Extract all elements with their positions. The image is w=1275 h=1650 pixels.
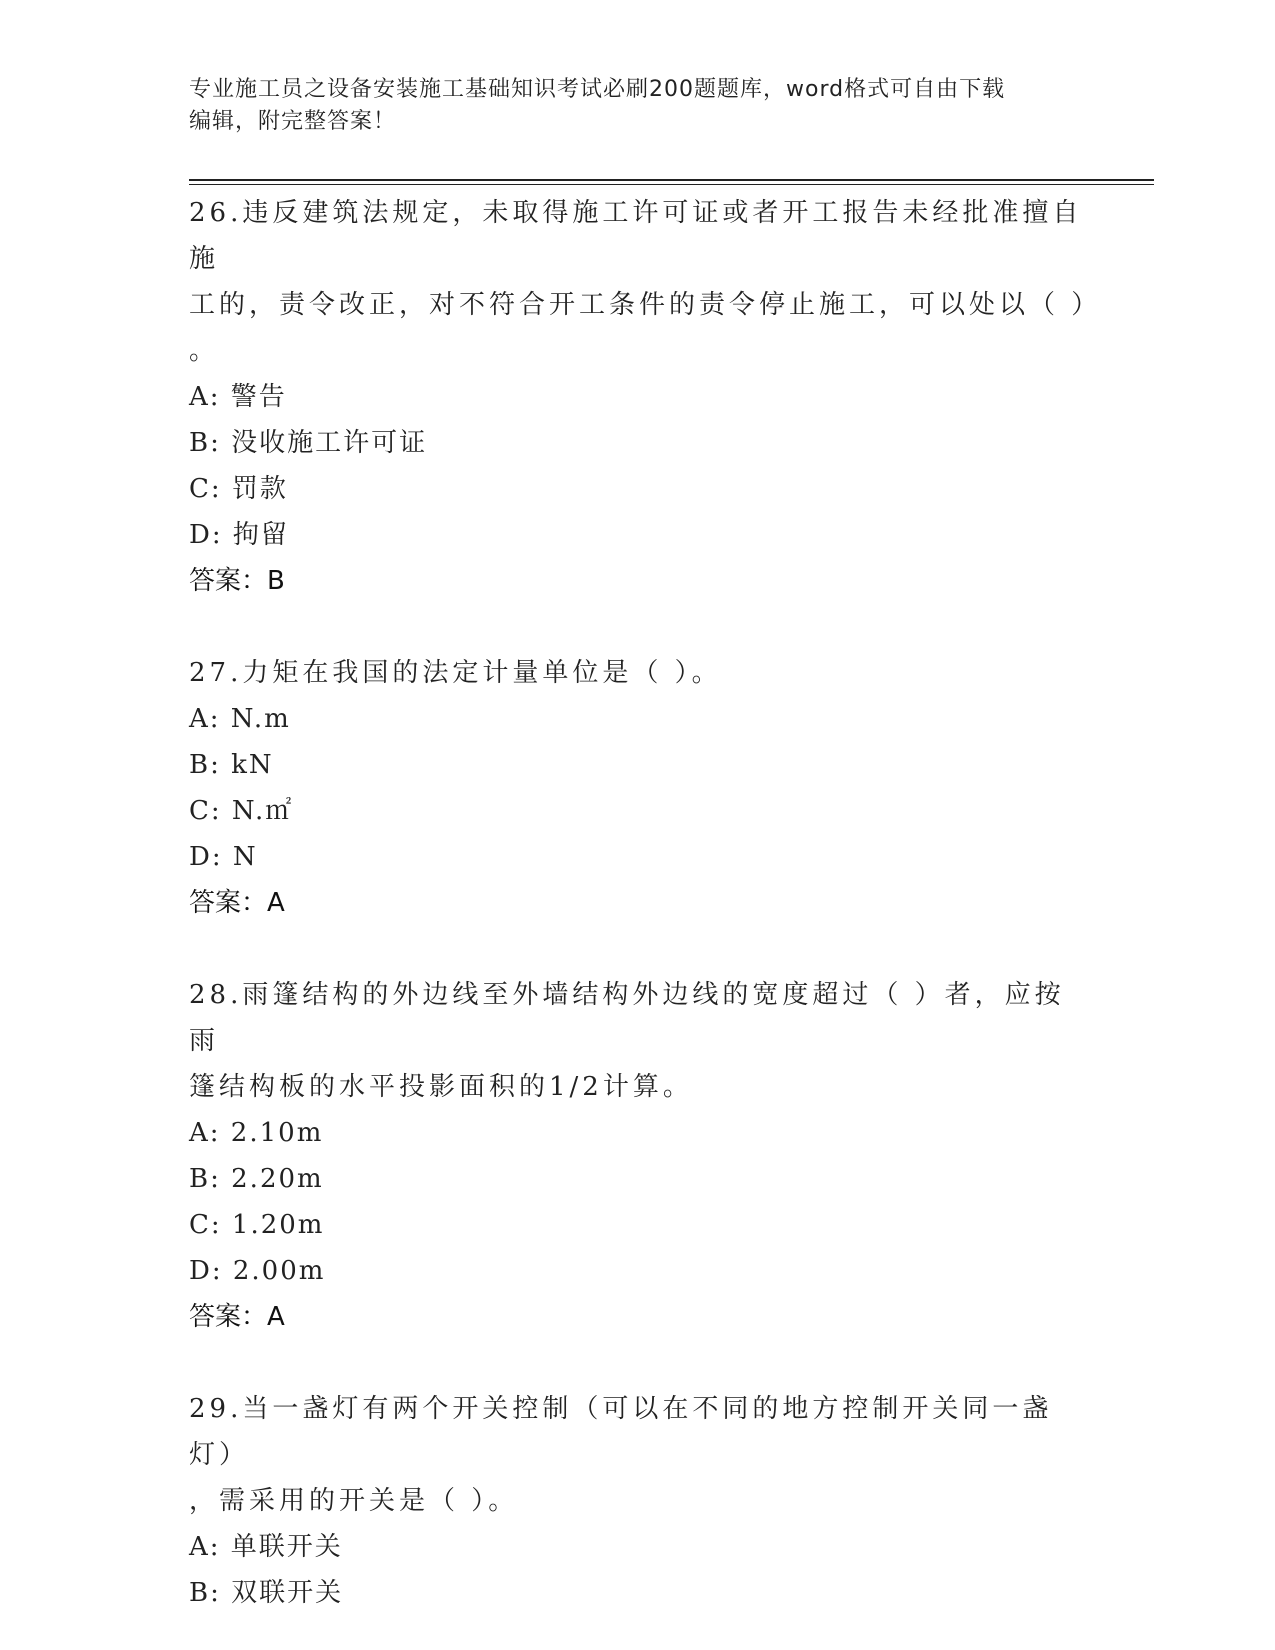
answer-label: 答案：A	[189, 888, 285, 918]
option-b: B: 没收施工许可证	[189, 428, 428, 458]
question-text: ，需采用的开关是（ ）。	[189, 1486, 519, 1516]
document-header	[189, 74, 1089, 138]
header-line-1: 专业施工员之设备安装施工基础知识考试必刷200题题库，word格式可自由下载	[189, 77, 1006, 102]
option-a: A: 单联开关	[189, 1532, 343, 1562]
question-text: 28.雨篷结构的外边线至外墙结构外边线的宽度超过（ ）者，应按雨	[189, 980, 1065, 1056]
option-b: B: 双联开关	[189, 1578, 344, 1608]
question-29	[189, 1386, 1089, 1616]
question-text: 27.力矩在我国的法定计量单位是（ ）。	[189, 658, 722, 688]
question-26	[189, 190, 1102, 604]
question-text: 29.当一盏灯有两个开关控制（可以在不同的地方控制开关同一盏灯）	[189, 1394, 1053, 1470]
option-c: C: N.㎡	[189, 796, 294, 826]
option-c: C: 罚款	[189, 474, 288, 504]
option-d: D: N	[189, 842, 258, 872]
question-text: 篷结构板的水平投影面积的1/2计算。	[189, 1072, 693, 1102]
option-b: B: kN	[189, 750, 274, 780]
option-a: A: 警告	[189, 382, 287, 412]
answer-label: 答案：B	[189, 566, 285, 596]
question-28	[189, 972, 1089, 1340]
header-divider-thick	[189, 179, 1154, 181]
question-list	[189, 190, 1102, 1616]
option-a: A: N.m	[189, 704, 291, 734]
answer-label: 答案：A	[189, 1302, 285, 1332]
option-d: D: 拘留	[189, 520, 289, 550]
question-text: 。	[189, 336, 216, 366]
option-a: A: 2.10m	[189, 1118, 324, 1148]
option-c: C: 1.20m	[189, 1210, 325, 1240]
header-line-2: 编辑，附完整答案！	[189, 109, 397, 134]
question-text: 工的，责令改正，对不符合开工条件的责令停止施工，可以处以（ ）	[189, 290, 1102, 320]
option-b: B: 2.20m	[189, 1164, 324, 1194]
option-d: D: 2.00m	[189, 1256, 326, 1286]
question-text: 26.违反建筑法规定，未取得施工许可证或者开工报告未经批准擅自施	[189, 198, 1083, 274]
header-divider-thin	[189, 184, 1154, 185]
question-27	[189, 650, 1089, 926]
